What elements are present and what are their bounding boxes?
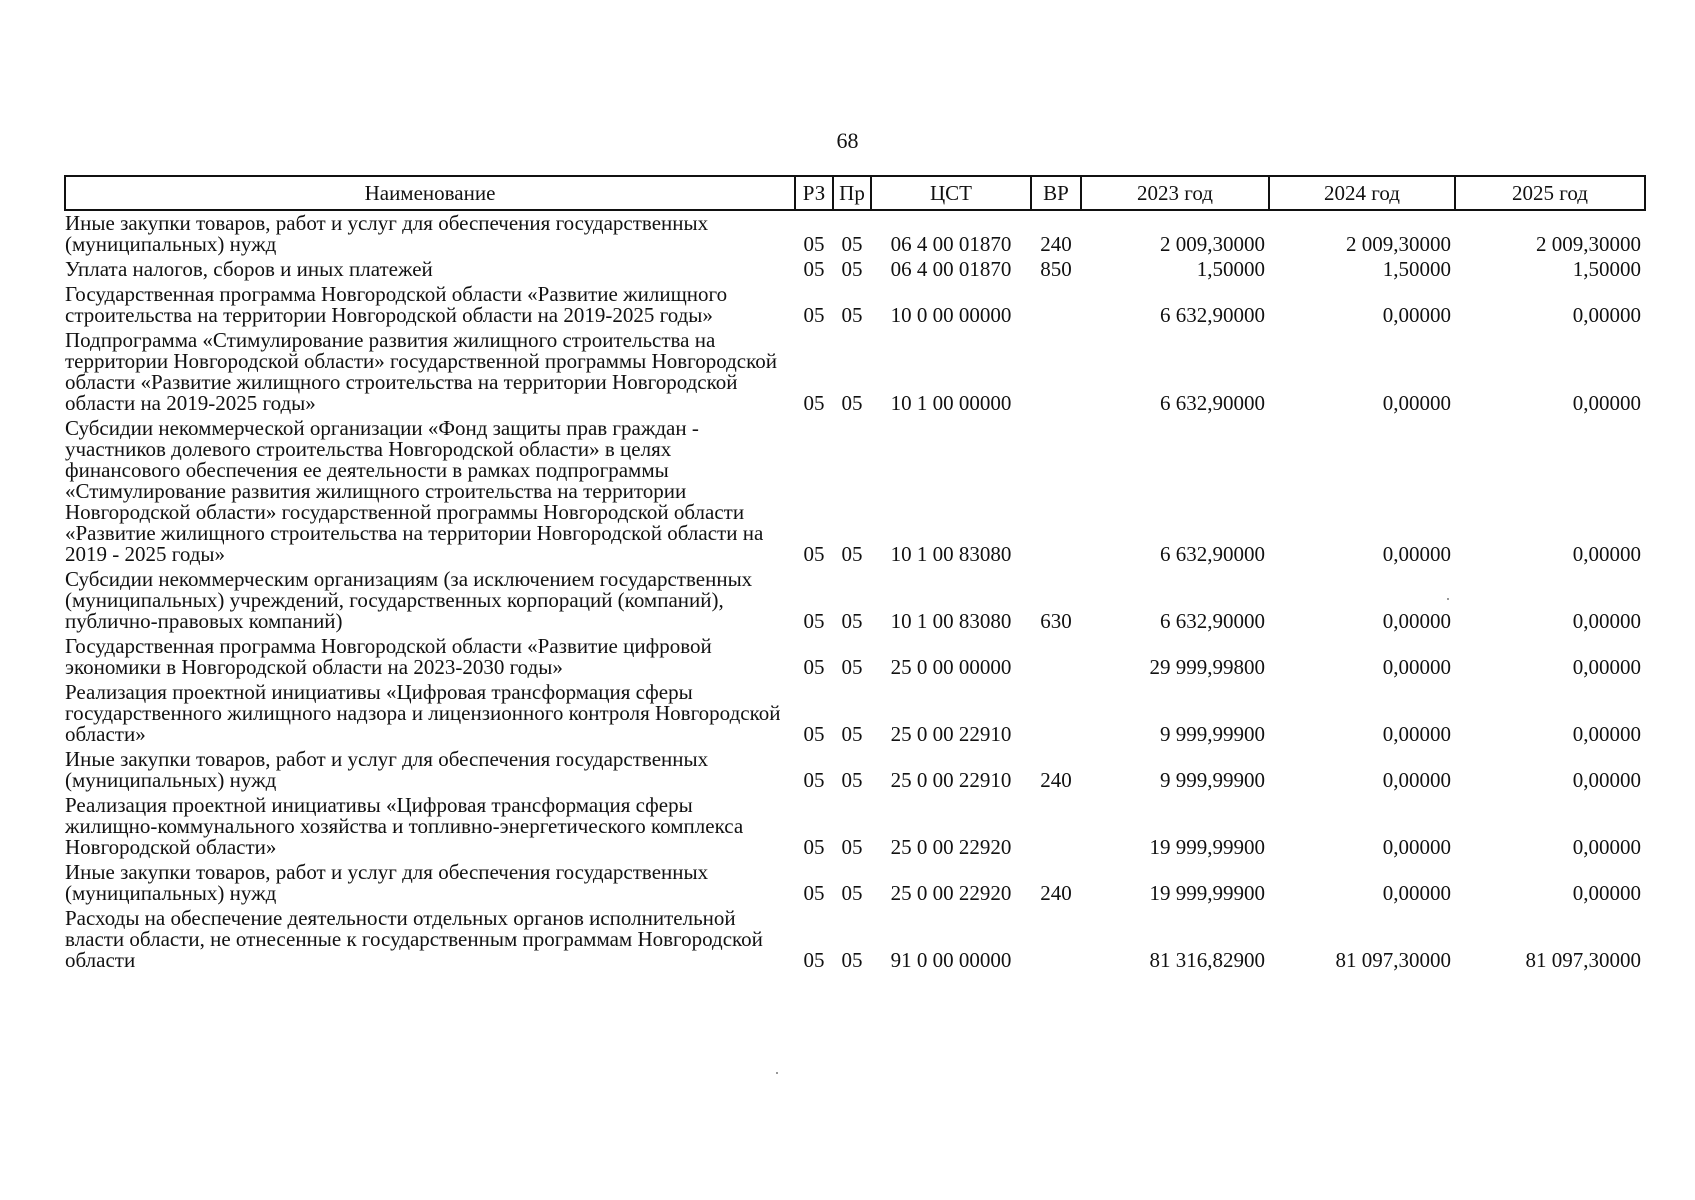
row-cst: 25 0 00 22920 bbox=[890, 835, 1012, 859]
row-pr: 05 bbox=[841, 835, 863, 859]
row-pr: 05 bbox=[841, 655, 863, 679]
table-header bbox=[65, 176, 1645, 210]
row-cst: 10 1 00 00000 bbox=[890, 391, 1012, 415]
row-vr bbox=[1031, 793, 1081, 860]
header-2023: 2023 год bbox=[1081, 176, 1269, 210]
table-row bbox=[65, 634, 1645, 680]
row-rz: 05 bbox=[803, 232, 825, 256]
row-vr bbox=[1031, 282, 1081, 328]
row-cst: 91 0 00 00000 bbox=[890, 948, 1012, 972]
row-pr: 05 bbox=[841, 722, 863, 746]
row-vr bbox=[1031, 416, 1081, 567]
row-rz: 05 bbox=[803, 303, 825, 327]
row-2024: 0,00000 bbox=[1382, 303, 1451, 327]
row-2024: 0,00000 bbox=[1382, 881, 1451, 905]
header-2025: 2025 год bbox=[1455, 176, 1645, 210]
row-2025: 0,00000 bbox=[1572, 655, 1641, 679]
row-2024: 1,50000 bbox=[1382, 257, 1451, 281]
row-2024: 2 009,30000 bbox=[1346, 232, 1451, 256]
row-2023: 9 999,99900 bbox=[1160, 722, 1265, 746]
row-name: Субсидии некоммерческой организации «Фонд защиты прав граждан - участников долевого строительства Новгородской области» в целях финансового обеспечения ее деятельности в рамках подпрограммы «Стимулирование развития жилищного строительства на территории Новгородской области» государственной программы Новгородской области «Развитие жилищного строительства на территории Новгородской области на 2019 - 2025 годы» bbox=[65, 416, 764, 566]
table-row bbox=[65, 680, 1645, 747]
header-rz: РЗ bbox=[795, 176, 833, 210]
row-2023: 19 999,99900 bbox=[1149, 881, 1265, 905]
row-rz: 05 bbox=[803, 609, 825, 633]
scan-speck bbox=[1447, 598, 1449, 600]
row-2024: 0,00000 bbox=[1382, 542, 1451, 566]
table-row bbox=[65, 210, 1645, 257]
row-vr: 240 bbox=[1040, 881, 1072, 905]
row-2024: 0,00000 bbox=[1382, 609, 1451, 633]
row-rz: 05 bbox=[803, 542, 825, 566]
table-row bbox=[65, 282, 1645, 328]
table-body bbox=[65, 210, 1645, 973]
row-rz: 05 bbox=[803, 722, 825, 746]
row-pr: 05 bbox=[841, 391, 863, 415]
header-pr: Пр bbox=[833, 176, 871, 210]
table-row bbox=[65, 567, 1645, 634]
row-2023: 6 632,90000 bbox=[1160, 391, 1265, 415]
row-2023: 2 009,30000 bbox=[1160, 232, 1265, 256]
row-name: Иные закупки товаров, работ и услуг для обеспечения государственных (муниципальных) нужд bbox=[65, 211, 709, 256]
row-name: Расходы на обеспечение деятельности отдельных органов исполнительной власти области, не отнесенные к государственным программам Новгородской области bbox=[65, 906, 763, 972]
row-2023: 9 999,99900 bbox=[1160, 768, 1265, 792]
row-2025: 81 097,30000 bbox=[1525, 948, 1641, 972]
table-row bbox=[65, 328, 1645, 416]
row-2023: 6 632,90000 bbox=[1160, 609, 1265, 633]
scan-speck bbox=[776, 1072, 778, 1074]
page-number: 68 bbox=[836, 128, 859, 153]
row-cst: 25 0 00 22910 bbox=[890, 768, 1012, 792]
row-2024: 0,00000 bbox=[1382, 722, 1451, 746]
row-pr: 05 bbox=[841, 542, 863, 566]
row-rz: 05 bbox=[803, 391, 825, 415]
row-2024: 0,00000 bbox=[1382, 835, 1451, 859]
row-pr: 05 bbox=[841, 257, 863, 281]
row-2023: 19 999,99900 bbox=[1149, 835, 1265, 859]
row-2024: 0,00000 bbox=[1382, 391, 1451, 415]
row-pr: 05 bbox=[841, 768, 863, 792]
row-rz: 05 bbox=[803, 257, 825, 281]
row-2023: 1,50000 bbox=[1196, 257, 1265, 281]
header-name: Наименование bbox=[65, 176, 795, 210]
row-pr: 05 bbox=[841, 948, 863, 972]
row-cst: 10 1 00 83080 bbox=[890, 609, 1012, 633]
row-name: Подпрограмма «Стимулирование развития жилищного строительства на территории Новгородской области» государственной программы Новгородской области «Развитие жилищного строительства на территории Новгородской области на 2019-2025 годы» bbox=[65, 328, 777, 415]
header-cst: ЦСТ bbox=[871, 176, 1031, 210]
row-2025: 1,50000 bbox=[1572, 257, 1641, 281]
row-2023: 81 316,82900 bbox=[1149, 948, 1265, 972]
row-name: Реализация проектной инициативы «Цифровая трансформация сферы государственного жилищного надзора и лицензионного контроля Новгородской области» bbox=[65, 680, 781, 746]
row-2025: 0,00000 bbox=[1572, 303, 1641, 327]
row-vr: 630 bbox=[1040, 609, 1072, 633]
row-cst: 10 0 00 00000 bbox=[890, 303, 1012, 327]
budget-table bbox=[64, 175, 1646, 973]
row-vr bbox=[1031, 328, 1081, 416]
row-2025: 0,00000 bbox=[1572, 768, 1641, 792]
row-2023: 29 999,99800 bbox=[1149, 655, 1265, 679]
row-name: Иные закупки товаров, работ и услуг для обеспечения государственных (муниципальных) нужд bbox=[65, 747, 709, 792]
row-pr: 05 bbox=[841, 881, 863, 905]
table-row bbox=[65, 416, 1645, 567]
table-row bbox=[65, 906, 1645, 973]
row-pr: 05 bbox=[841, 609, 863, 633]
row-2025: 0,00000 bbox=[1572, 542, 1641, 566]
table-row bbox=[65, 793, 1645, 860]
row-cst: 25 0 00 00000 bbox=[890, 655, 1012, 679]
row-2023: 6 632,90000 bbox=[1160, 303, 1265, 327]
row-pr: 05 bbox=[841, 303, 863, 327]
row-2025: 0,00000 bbox=[1572, 391, 1641, 415]
row-cst: 25 0 00 22910 bbox=[890, 722, 1012, 746]
row-2024: 81 097,30000 bbox=[1335, 948, 1451, 972]
row-rz: 05 bbox=[803, 768, 825, 792]
row-rz: 05 bbox=[803, 835, 825, 859]
row-pr: 05 bbox=[841, 232, 863, 256]
table-row bbox=[65, 257, 1645, 282]
row-cst: 25 0 00 22920 bbox=[890, 881, 1012, 905]
row-name: Субсидии некоммерческим организациям (за исключением государственных (муниципальных) учреждений, государственных корпораций (компаний), публично-правовых компаний) bbox=[65, 567, 753, 633]
row-cst: 10 1 00 83080 bbox=[890, 542, 1012, 566]
row-2024: 0,00000 bbox=[1382, 768, 1451, 792]
row-vr: 850 bbox=[1040, 257, 1072, 281]
row-2025: 0,00000 bbox=[1572, 609, 1641, 633]
row-2025: 2 009,30000 bbox=[1536, 232, 1641, 256]
row-vr: 240 bbox=[1040, 232, 1072, 256]
row-rz: 05 bbox=[803, 655, 825, 679]
header-2024: 2024 год bbox=[1269, 176, 1455, 210]
row-name: Иные закупки товаров, работ и услуг для обеспечения государственных (муниципальных) нужд bbox=[65, 860, 709, 905]
table-row bbox=[65, 747, 1645, 793]
row-name: Государственная программа Новгородской области «Развитие жилищного строительства на территории Новгородской области на 2019-2025 годы» bbox=[65, 282, 728, 327]
row-cst: 06 4 00 01870 bbox=[890, 232, 1012, 256]
header-vr: ВР bbox=[1031, 176, 1081, 210]
row-vr bbox=[1031, 906, 1081, 973]
row-2025: 0,00000 bbox=[1572, 881, 1641, 905]
table-row bbox=[65, 860, 1645, 906]
row-2025: 0,00000 bbox=[1572, 722, 1641, 746]
row-2025: 0,00000 bbox=[1572, 835, 1641, 859]
row-name: Государственная программа Новгородской области «Развитие цифровой экономики в Новгородской области на 2023-2030 годы» bbox=[65, 634, 712, 679]
row-cst: 06 4 00 01870 bbox=[890, 257, 1012, 281]
row-vr: 240 bbox=[1040, 768, 1072, 792]
row-rz: 05 bbox=[803, 948, 825, 972]
row-vr bbox=[1031, 634, 1081, 680]
row-name: Уплата налогов, сборов и иных платежей bbox=[65, 257, 433, 281]
row-name: Реализация проектной инициативы «Цифровая трансформация сферы жилищно-коммунального хозяйства и топливно-энергетического комплекса Новгородской области» bbox=[65, 793, 744, 859]
row-2023: 6 632,90000 bbox=[1160, 542, 1265, 566]
row-vr bbox=[1031, 680, 1081, 747]
row-rz: 05 bbox=[803, 881, 825, 905]
row-2024: 0,00000 bbox=[1382, 655, 1451, 679]
